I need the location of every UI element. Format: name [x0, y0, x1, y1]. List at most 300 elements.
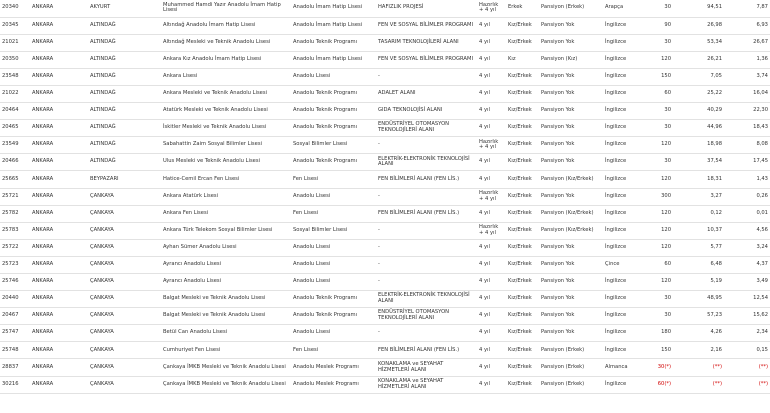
school-name-cell: Cumhuriyet Fen Lisesi: [161, 342, 291, 359]
gender-cell: Kız/Erkek: [506, 154, 539, 171]
field-cell: -: [376, 137, 477, 154]
boarding-cell: Pansiyon Yok: [539, 291, 603, 308]
school-type-cell: Anadolu Teknik Programı: [291, 308, 376, 325]
table-row: [0, 205, 770, 222]
field-cell: KONAKLAMA ve SEYAHAT HİZMETLERİ ALANI: [376, 359, 477, 376]
percentile-cell: 16,04: [724, 85, 770, 102]
score-cell: (**): [673, 376, 724, 393]
field-cell: ENDÜSTRİYEL OTOMASYON TEKNOLOJİLERİ ALANI: [376, 308, 477, 325]
percentile-cell: 12,54: [724, 291, 770, 308]
school-name-cell: Balgat Mesleki ve Teknik Anadolu Lisesi: [161, 291, 291, 308]
city-cell: ANKARA: [30, 188, 88, 205]
language-cell: Arapça: [603, 0, 645, 17]
city-cell: ANKARA: [30, 325, 88, 342]
language-cell: İngilizce: [603, 171, 645, 188]
boarding-cell: Pansiyon Yok: [539, 274, 603, 291]
table-row: [0, 325, 770, 342]
percentile-cell: (**): [724, 376, 770, 393]
boarding-cell: Pansiyon Yok: [539, 103, 603, 120]
boarding-cell: Pansiyon (Kız): [539, 51, 603, 68]
city-cell: ANKARA: [30, 256, 88, 273]
field-cell: HAFIZLIK PROJESİ: [376, 0, 477, 17]
school-code-cell: 25723: [0, 256, 30, 273]
gender-cell: Kız/Erkek: [506, 205, 539, 222]
boarding-cell: Pansiyon Yok: [539, 308, 603, 325]
percentile-cell: 1,36: [724, 51, 770, 68]
quota-cell: 120: [645, 137, 673, 154]
language-cell: İngilizce: [603, 291, 645, 308]
school-code-cell: 20466: [0, 154, 30, 171]
school-name-cell: Ankara Atatürk Lisesi: [161, 188, 291, 205]
gender-cell: Kız/Erkek: [506, 137, 539, 154]
school-type-cell: Anadolu Meslek Programı: [291, 359, 376, 376]
language-cell: Almanca: [603, 359, 645, 376]
school-code-cell: 20465: [0, 120, 30, 137]
gender-cell: Kız/Erkek: [506, 68, 539, 85]
duration-cell: 4 yıl: [477, 85, 506, 102]
duration-cell: 4 yıl: [477, 51, 506, 68]
gender-cell: Kız/Erkek: [506, 34, 539, 51]
school-name-cell: Altındağ Anadolu İmam Hatip Lisesi: [161, 17, 291, 34]
gender-cell: Kız/Erkek: [506, 274, 539, 291]
table-row: [0, 222, 770, 239]
percentile-cell: 3,74: [724, 68, 770, 85]
school-code-cell: 28837: [0, 359, 30, 376]
boarding-cell: Pansiyon (Erkek): [539, 342, 603, 359]
city-cell: ANKARA: [30, 120, 88, 137]
quota-cell: 120: [645, 239, 673, 256]
quota-cell: 150: [645, 342, 673, 359]
language-cell: İngilizce: [603, 68, 645, 85]
district-cell: ALTINDAĞ: [88, 103, 161, 120]
quota-cell: 120: [645, 205, 673, 222]
school-code-cell: 20440: [0, 291, 30, 308]
city-cell: ANKARA: [30, 342, 88, 359]
boarding-cell: Pansiyon Yok: [539, 325, 603, 342]
city-cell: ANKARA: [30, 291, 88, 308]
school-code-cell: 23549: [0, 137, 30, 154]
school-name-cell: Ankara Türk Telekom Sosyal Bilimler Lisesi: [161, 222, 291, 239]
city-cell: ANKARA: [30, 103, 88, 120]
duration-cell: 4 yıl: [477, 325, 506, 342]
table-row: [0, 308, 770, 325]
school-type-cell: Sosyal Bilimler Lisesi: [291, 137, 376, 154]
school-type-cell: Anadolu Teknik Programı: [291, 120, 376, 137]
field-cell: ELEKTRİK-ELEKTRONİK TEKNOLOJİSİ ALANI: [376, 291, 477, 308]
percentile-cell: 26,67: [724, 34, 770, 51]
score-cell: 26,98: [673, 17, 724, 34]
field-cell: -: [376, 256, 477, 273]
duration-cell: 4 yıl: [477, 291, 506, 308]
duration-cell: 4 yıl: [477, 68, 506, 85]
district-cell: ÇANKAYA: [88, 376, 161, 393]
table-row: [0, 376, 770, 393]
percentile-cell: 0,26: [724, 188, 770, 205]
school-name-cell: Ankara Mesleki ve Teknik Anadolu Lisesi: [161, 85, 291, 102]
percentile-cell: (**): [724, 359, 770, 376]
boarding-cell: Pansiyon Yok: [539, 154, 603, 171]
gender-cell: Kız/Erkek: [506, 376, 539, 393]
language-cell: İngilizce: [603, 222, 645, 239]
school-type-cell: Anadolu Lisesi: [291, 68, 376, 85]
school-code-cell: 20345: [0, 17, 30, 34]
school-type-cell: Anadolu Lisesi: [291, 256, 376, 273]
table-row: [0, 291, 770, 308]
quota-cell: 30: [645, 308, 673, 325]
table-row: [0, 120, 770, 137]
school-code-cell: 25665: [0, 171, 30, 188]
quota-cell: 150: [645, 68, 673, 85]
school-name-cell: Atatürk Mesleki ve Teknik Anadolu Lisesi: [161, 103, 291, 120]
district-cell: ÇANKAYA: [88, 239, 161, 256]
boarding-cell: Pansiyon Yok: [539, 256, 603, 273]
school-code-cell: 25746: [0, 274, 30, 291]
score-cell: 7,05: [673, 68, 724, 85]
percentile-cell: 8,08: [724, 137, 770, 154]
table-row: [0, 0, 770, 17]
city-cell: ANKARA: [30, 34, 88, 51]
language-cell: İngilizce: [603, 120, 645, 137]
school-type-cell: Fen Lisesi: [291, 342, 376, 359]
table-row: [0, 342, 770, 359]
field-cell: GIDA TEKNOLOJİSİ ALANI: [376, 103, 477, 120]
school-name-cell: Balgat Mesleki ve Teknik Anadolu Lisesi: [161, 308, 291, 325]
city-cell: ANKARA: [30, 171, 88, 188]
table-row: [0, 51, 770, 68]
boarding-cell: Pansiyon Yok: [539, 85, 603, 102]
score-cell: (**): [673, 359, 724, 376]
field-cell: ELEKTRİK-ELEKTRONİK TEKNOLOJİSİ ALANI: [376, 154, 477, 171]
duration-cell: Hazırlık + 4 yıl: [477, 137, 506, 154]
quota-cell: 30: [645, 0, 673, 17]
percentile-cell: 3,24: [724, 239, 770, 256]
field-cell: -: [376, 274, 477, 291]
field-cell: KONAKLAMA ve SEYAHAT HİZMETLERİ ALANI: [376, 376, 477, 393]
field-cell: -: [376, 188, 477, 205]
table-row: [0, 85, 770, 102]
school-type-cell: Anadolu İmam Hatip Lisesi: [291, 17, 376, 34]
district-cell: BEYPAZARI: [88, 171, 161, 188]
score-cell: 37,54: [673, 154, 724, 171]
boarding-cell: Pansiyon (Kız/Erkek): [539, 222, 603, 239]
percentile-cell: 15,62: [724, 308, 770, 325]
table-row: [0, 34, 770, 51]
district-cell: AKYURT: [88, 0, 161, 17]
city-cell: ANKARA: [30, 51, 88, 68]
language-cell: İngilizce: [603, 51, 645, 68]
score-cell: 0,12: [673, 205, 724, 222]
table-row: [0, 274, 770, 291]
school-name-cell: Ayhan Sümer Anadolu Lisesi: [161, 239, 291, 256]
city-cell: ANKARA: [30, 85, 88, 102]
language-cell: İngilizce: [603, 154, 645, 171]
table-row: [0, 171, 770, 188]
field-cell: -: [376, 222, 477, 239]
language-cell: İngilizce: [603, 274, 645, 291]
duration-cell: 4 yıl: [477, 205, 506, 222]
gender-cell: Kız/Erkek: [506, 103, 539, 120]
city-cell: ANKARA: [30, 239, 88, 256]
gender-cell: Kız/Erkek: [506, 291, 539, 308]
boarding-cell: Pansiyon (Erkek): [539, 359, 603, 376]
score-cell: 4,26: [673, 325, 724, 342]
school-name-cell: Betül Can Anadolu Lisesi: [161, 325, 291, 342]
percentile-cell: 0,01: [724, 205, 770, 222]
school-type-cell: Anadolu Teknik Programı: [291, 154, 376, 171]
school-code-cell: 25721: [0, 188, 30, 205]
language-cell: İngilizce: [603, 325, 645, 342]
gender-cell: Kız/Erkek: [506, 171, 539, 188]
city-cell: ANKARA: [30, 17, 88, 34]
score-cell: 18,31: [673, 171, 724, 188]
district-cell: ALTINDAĞ: [88, 51, 161, 68]
city-cell: ANKARA: [30, 308, 88, 325]
school-type-cell: Anadolu Lisesi: [291, 274, 376, 291]
language-cell: İngilizce: [603, 308, 645, 325]
school-code-cell: 23548: [0, 68, 30, 85]
gender-cell: Kız/Erkek: [506, 239, 539, 256]
district-cell: ÇANKAYA: [88, 222, 161, 239]
school-name-cell: Muhammed Hamdi Yazır Anadolu İmam Hatip Lisesi: [161, 0, 291, 17]
score-cell: 26,21: [673, 51, 724, 68]
language-cell: İngilizce: [603, 137, 645, 154]
district-cell: ALTINDAĞ: [88, 154, 161, 171]
district-cell: ÇANKAYA: [88, 325, 161, 342]
school-type-cell: Anadolu Teknik Programı: [291, 291, 376, 308]
quota-cell: 120: [645, 51, 673, 68]
duration-cell: Hazırlık + 4 yıl: [477, 188, 506, 205]
district-cell: ÇANKAYA: [88, 256, 161, 273]
table-row: [0, 68, 770, 85]
school-type-cell: Anadolu İmam Hatip Lisesi: [291, 51, 376, 68]
table-row: [0, 17, 770, 34]
quota-cell: 30: [645, 291, 673, 308]
score-cell: 25,22: [673, 85, 724, 102]
quota-cell: 30: [645, 120, 673, 137]
score-cell: 94,51: [673, 0, 724, 17]
school-name-cell: Ayrancı Anadolu Lisesi: [161, 256, 291, 273]
district-cell: ÇANKAYA: [88, 308, 161, 325]
city-cell: ANKARA: [30, 359, 88, 376]
duration-cell: Hazırlık + 4 yıl: [477, 0, 506, 17]
gender-cell: Kız/Erkek: [506, 359, 539, 376]
school-code-cell: 25783: [0, 222, 30, 239]
quota-cell: 30: [645, 103, 673, 120]
school-type-cell: Fen Lisesi: [291, 205, 376, 222]
school-code-cell: 25747: [0, 325, 30, 342]
city-cell: ANKARA: [30, 0, 88, 17]
city-cell: ANKARA: [30, 154, 88, 171]
school-type-cell: Fen Lisesi: [291, 171, 376, 188]
school-type-cell: Anadolu Lisesi: [291, 239, 376, 256]
district-cell: ALTINDAĞ: [88, 85, 161, 102]
percentile-cell: 2,34: [724, 325, 770, 342]
gender-cell: Kız: [506, 51, 539, 68]
school-type-cell: Anadolu İmam Hatip Lisesi: [291, 0, 376, 17]
quota-cell: 90: [645, 17, 673, 34]
field-cell: -: [376, 325, 477, 342]
score-cell: 5,19: [673, 274, 724, 291]
table-row: [0, 154, 770, 171]
score-cell: 18,98: [673, 137, 724, 154]
boarding-cell: Pansiyon (Kız/Erkek): [539, 171, 603, 188]
school-type-cell: Anadolu Teknik Programı: [291, 85, 376, 102]
school-code-cell: 20467: [0, 308, 30, 325]
score-cell: 3,27: [673, 188, 724, 205]
school-name-cell: Çankaya İMKB Mesleki ve Teknik Anadolu Lisesi: [161, 376, 291, 393]
table-row: [0, 137, 770, 154]
percentile-cell: 22,30: [724, 103, 770, 120]
gender-cell: Kız/Erkek: [506, 308, 539, 325]
district-cell: ÇANKAYA: [88, 274, 161, 291]
gender-cell: Kız/Erkek: [506, 17, 539, 34]
duration-cell: 4 yıl: [477, 120, 506, 137]
boarding-cell: Pansiyon (Erkek): [539, 376, 603, 393]
district-cell: ÇANKAYA: [88, 359, 161, 376]
city-cell: ANKARA: [30, 137, 88, 154]
school-name-cell: Ankara Kız Anadolu İmam Hatip Lisesi: [161, 51, 291, 68]
quota-cell: 30: [645, 34, 673, 51]
score-cell: 5,77: [673, 239, 724, 256]
school-name-cell: Hatice-Cemil Ercan Fen Lisesi: [161, 171, 291, 188]
school-type-cell: Anadolu Lisesi: [291, 325, 376, 342]
table-row: [0, 256, 770, 273]
boarding-cell: Pansiyon (Kız/Erkek): [539, 205, 603, 222]
language-cell: Çince: [603, 256, 645, 273]
city-cell: ANKARA: [30, 222, 88, 239]
percentile-cell: 0,15: [724, 342, 770, 359]
gender-cell: Kız/Erkek: [506, 256, 539, 273]
gender-cell: Kız/Erkek: [506, 342, 539, 359]
duration-cell: 4 yıl: [477, 274, 506, 291]
district-cell: ÇANKAYA: [88, 342, 161, 359]
duration-cell: 4 yıl: [477, 171, 506, 188]
score-cell: 6,48: [673, 256, 724, 273]
quota-cell: 120: [645, 222, 673, 239]
field-cell: TASARIM TEKNOLOJİLERİ ALANI: [376, 34, 477, 51]
score-cell: 44,96: [673, 120, 724, 137]
score-cell: 48,95: [673, 291, 724, 308]
language-cell: İngilizce: [603, 239, 645, 256]
duration-cell: 4 yıl: [477, 34, 506, 51]
school-type-cell: Anadolu Lisesi: [291, 188, 376, 205]
duration-cell: Hazırlık + 4 yıl: [477, 222, 506, 239]
duration-cell: 4 yıl: [477, 17, 506, 34]
quota-cell: 60: [645, 256, 673, 273]
score-cell: 2,16: [673, 342, 724, 359]
boarding-cell: Pansiyon Yok: [539, 120, 603, 137]
school-type-cell: Anadolu Teknik Programı: [291, 34, 376, 51]
percentile-cell: 6,93: [724, 17, 770, 34]
field-cell: ENDÜSTRİYEL OTOMASYON TEKNOLOJİLERİ ALANI: [376, 120, 477, 137]
duration-cell: 4 yıl: [477, 103, 506, 120]
quota-cell: 120: [645, 274, 673, 291]
district-cell: ALTINDAĞ: [88, 68, 161, 85]
score-cell: 57,23: [673, 308, 724, 325]
score-cell: 40,29: [673, 103, 724, 120]
gender-cell: Erkek: [506, 0, 539, 17]
school-name-cell: Altındağ Mesleki ve Teknik Anadolu Lisesi: [161, 34, 291, 51]
district-cell: ÇANKAYA: [88, 291, 161, 308]
district-cell: ALTINDAĞ: [88, 34, 161, 51]
boarding-cell: Pansiyon Yok: [539, 34, 603, 51]
percentile-cell: 4,56: [724, 222, 770, 239]
percentile-cell: 3,49: [724, 274, 770, 291]
district-cell: ALTINDAĞ: [88, 120, 161, 137]
duration-cell: 4 yıl: [477, 376, 506, 393]
percentile-cell: 7,87: [724, 0, 770, 17]
language-cell: İngilizce: [603, 342, 645, 359]
quota-cell: 300: [645, 188, 673, 205]
quota-cell: 60: [645, 85, 673, 102]
duration-cell: 4 yıl: [477, 308, 506, 325]
school-name-cell: Ankara Lisesi: [161, 68, 291, 85]
school-code-cell: 21021: [0, 34, 30, 51]
school-name-cell: Ulus Mesleki ve Teknik Anadolu Lisesi: [161, 154, 291, 171]
score-cell: 10,37: [673, 222, 724, 239]
school-code-cell: 25748: [0, 342, 30, 359]
school-name-cell: Ayrancı Anadolu Lisesi: [161, 274, 291, 291]
district-cell: ALTINDAĞ: [88, 17, 161, 34]
duration-cell: 4 yıl: [477, 342, 506, 359]
field-cell: FEN VE SOSYAL BİLİMLER PROGRAMI: [376, 17, 477, 34]
boarding-cell: Pansiyon Yok: [539, 239, 603, 256]
score-cell: 53,34: [673, 34, 724, 51]
gender-cell: Kız/Erkek: [506, 325, 539, 342]
duration-cell: 4 yıl: [477, 239, 506, 256]
language-cell: İngilizce: [603, 205, 645, 222]
language-cell: İngilizce: [603, 17, 645, 34]
quota-cell: 60(*): [645, 376, 673, 393]
percentile-cell: 4,37: [724, 256, 770, 273]
school-code-cell: 25782: [0, 205, 30, 222]
district-cell: ÇANKAYA: [88, 188, 161, 205]
table-row: [0, 188, 770, 205]
field-cell: ADALET ALANI: [376, 85, 477, 102]
language-cell: İngilizce: [603, 103, 645, 120]
school-name-cell: Ankara Fen Lisesi: [161, 205, 291, 222]
school-type-cell: Anadolu Teknik Programı: [291, 103, 376, 120]
quota-cell: 30(*): [645, 359, 673, 376]
quota-cell: 120: [645, 171, 673, 188]
field-cell: FEN BİLİMLERİ ALANI (FEN LİS.): [376, 205, 477, 222]
field-cell: -: [376, 239, 477, 256]
city-cell: ANKARA: [30, 376, 88, 393]
city-cell: ANKARA: [30, 274, 88, 291]
district-cell: ÇANKAYA: [88, 205, 161, 222]
city-cell: ANKARA: [30, 205, 88, 222]
school-code-cell: 20464: [0, 103, 30, 120]
field-cell: FEN BİLİMLERİ ALANI (FEN LİS.): [376, 171, 477, 188]
field-cell: -: [376, 68, 477, 85]
school-code-cell: 20350: [0, 51, 30, 68]
school-code-cell: 20340: [0, 0, 30, 17]
district-cell: ALTINDAĞ: [88, 137, 161, 154]
field-cell: FEN VE SOSYAL BİLİMLER PROGRAMI: [376, 51, 477, 68]
language-cell: İngilizce: [603, 34, 645, 51]
duration-cell: 4 yıl: [477, 359, 506, 376]
school-type-cell: Anadolu Meslek Programı: [291, 376, 376, 393]
school-code-cell: 21022: [0, 85, 30, 102]
gender-cell: Kız/Erkek: [506, 222, 539, 239]
gender-cell: Kız/Erkek: [506, 85, 539, 102]
boarding-cell: Pansiyon Yok: [539, 68, 603, 85]
boarding-cell: Pansiyon Yok: [539, 137, 603, 154]
duration-cell: 4 yıl: [477, 256, 506, 273]
percentile-cell: 18,43: [724, 120, 770, 137]
school-name-cell: Sabahattin Zaim Sosyal Bilimler Lisesi: [161, 137, 291, 154]
school-name-cell: Çankaya İMKB Mesleki ve Teknik Anadolu Lisesi: [161, 359, 291, 376]
